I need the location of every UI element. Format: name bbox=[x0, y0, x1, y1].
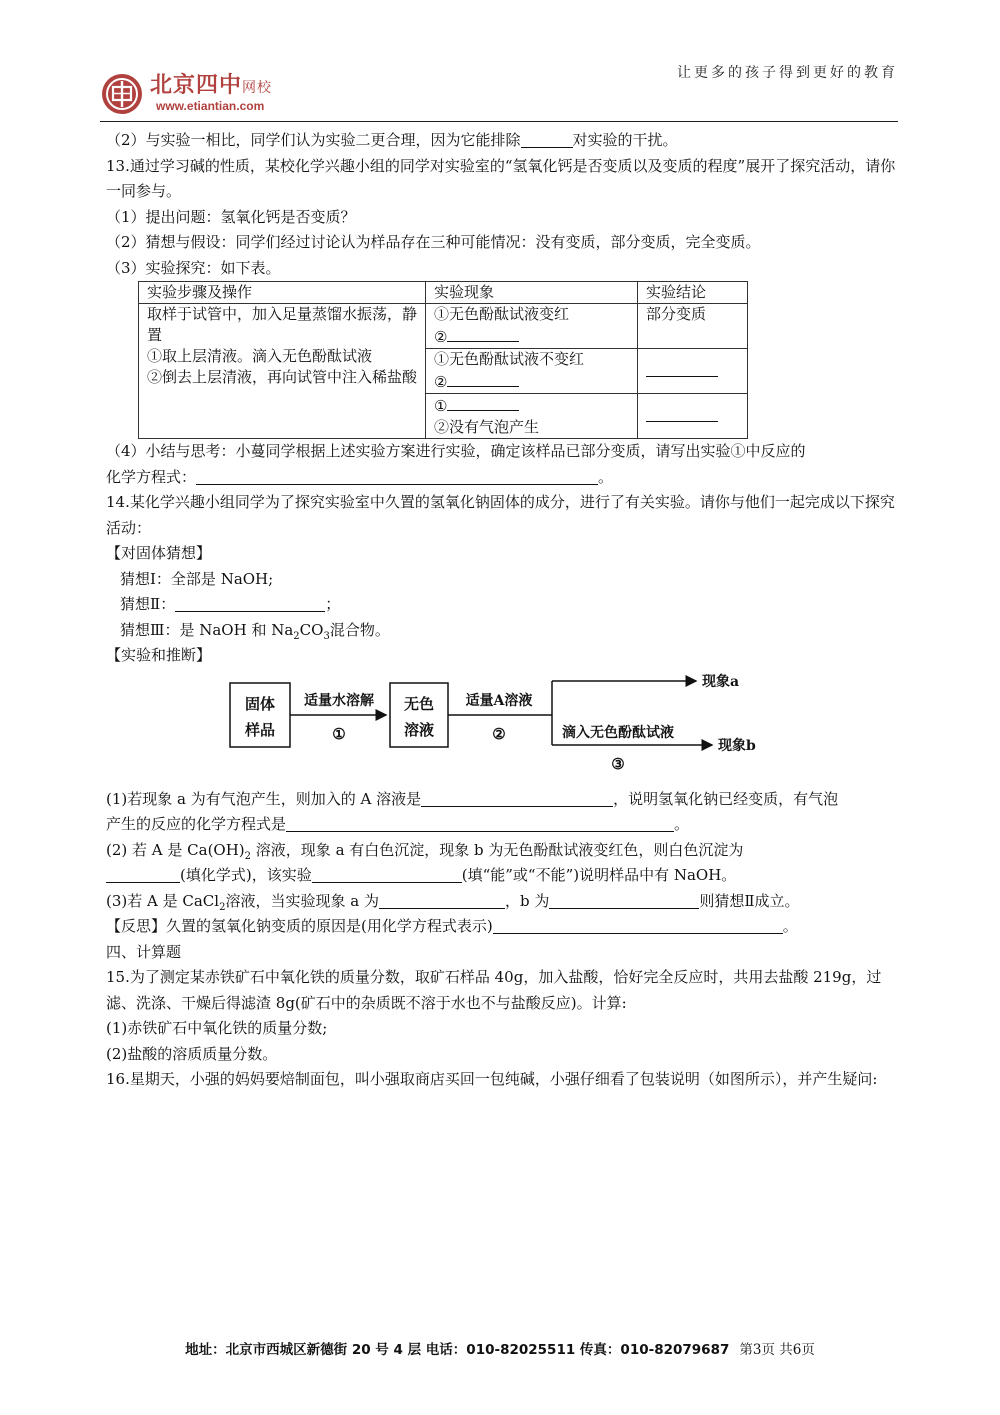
answer-blank[interactable] bbox=[106, 866, 180, 883]
q14-reflection: 【反思】久置的氢氧化钠变质的原因是(用化学方程式表示) 。 bbox=[106, 917, 798, 935]
q12-part2: （2）与实验一相比，同学们认为实验二更合理，因为它能排除 对实验的干扰。 bbox=[106, 131, 678, 149]
table-header: 实验现象 bbox=[426, 282, 638, 304]
table-header: 实验步骤及操作 bbox=[139, 282, 426, 304]
box-solid-sample-label: 固体 bbox=[244, 694, 276, 713]
header-divider bbox=[100, 121, 898, 122]
answer-blank[interactable] bbox=[447, 325, 519, 342]
q13-part4: （4）小结与思考：小蔓同学根据上述实验方案进行实验，确定该样品已部分变质，请写出实验①中反应的 bbox=[106, 442, 806, 460]
page-footer bbox=[0, 1338, 1000, 1358]
answer-blank[interactable] bbox=[196, 468, 598, 485]
page-number: 第3页 共6页 bbox=[739, 1342, 815, 1358]
guess-2: 猜想Ⅱ： ； bbox=[120, 595, 341, 613]
q14-stem: 14.某化学兴趣小组同学为了探究实验室中久置的氢氧化钠固体的成分，进行了有关实验。请你与他们一起完成以下探究活动： bbox=[106, 493, 895, 537]
table-cell-phenomenon: ①无色酚酞试液不变红 ② bbox=[426, 349, 638, 394]
guess-heading: 【对固体猜想】 bbox=[106, 544, 212, 562]
q14-part2: (2) 若 A 是 $Ca(OH)_2$ 溶液，现象 a 有白色沉淀，现象 b 为无色酚酞试液变红色，则白色沉淀为 bbox=[106, 840, 744, 862]
section-heading: 四、计算题 bbox=[106, 942, 182, 961]
answer-blank[interactable] bbox=[447, 370, 519, 387]
table-cell-conclusion[interactable] bbox=[638, 349, 748, 394]
footer-address: 地址：北京市西城区新德街 20 号 4 层 电话：010-82025511 传真：010-82079687 bbox=[185, 1342, 730, 1358]
answer-blank[interactable] bbox=[175, 595, 325, 612]
answer-blank[interactable] bbox=[521, 131, 573, 148]
box-colorless-solution-label: 无色 bbox=[403, 694, 435, 713]
answer-blank[interactable] bbox=[286, 815, 674, 832]
answer-blank[interactable] bbox=[646, 360, 718, 377]
arrow-3-number: ③ bbox=[611, 754, 625, 773]
flow-diagram-svg bbox=[226, 673, 786, 785]
guess-3: 猜想Ⅲ：是 NaOH 和 $Na_2CO_3$混合物。 bbox=[120, 620, 390, 642]
table-cell-conclusion[interactable] bbox=[638, 394, 748, 439]
arrow-2-label: 适量A溶液 bbox=[465, 692, 533, 709]
answer-blank[interactable] bbox=[646, 405, 718, 422]
school-logo-icon bbox=[100, 72, 144, 116]
experiment-table bbox=[138, 281, 748, 439]
answer-blank[interactable] bbox=[421, 790, 613, 807]
brand-name: 北京四中网校 bbox=[150, 72, 273, 98]
answer-blank[interactable] bbox=[312, 866, 462, 883]
experiment-heading: 【实验和推断】 bbox=[106, 646, 212, 664]
q14-part1: (1)若现象 a 为有气泡产生，则加入的 A 溶液是 ，说明氢氧化钠已经变质，有气泡 bbox=[106, 789, 839, 808]
q15-stem: 15.为了测定某赤铁矿石中氧化铁的质量分数，取矿石样品 40g，加入盐酸，恰好完全反应时，共用去盐酸 219g，过滤、洗涤、干燥后得滤渣 8g(矿石中的杂质既不溶于水也不与盐酸反应)。计算: bbox=[106, 968, 882, 1012]
answer-blank[interactable] bbox=[493, 917, 783, 934]
phenomenon-a: 现象a bbox=[702, 673, 740, 690]
table-cell-phenomenon: ①无色酚酞试液变红 ② bbox=[426, 304, 638, 349]
arrow-2-number: ② bbox=[492, 724, 506, 743]
q13-stem: 13.通过学习碱的性质，某校化学兴趣小组的同学对实验室的“氢氧化钙是否变质以及变质的程度”展开了探究活动，请你一同参与。 bbox=[106, 156, 896, 200]
table-header: 实验结论 bbox=[638, 282, 748, 304]
arrow-3-label: 滴入无色酚酞试液 bbox=[562, 724, 674, 741]
q13-part3: （3）实验探究：如下表。 bbox=[106, 258, 281, 277]
q13-part2: （2）猜想与假设：同学们经过讨论认为样品存在三种可能情况：没有变质，部分变质，完全变质。 bbox=[106, 233, 761, 251]
q15-part2: (2)盐酸的溶质质量分数。 bbox=[106, 1044, 278, 1063]
answer-blank[interactable] bbox=[379, 892, 505, 909]
q16-stem: 16.星期天，小强的妈妈要焙制面包，叫小强取商店买回一包纯碱，小强仔细看了包装说明（如图所示），并产生疑问: bbox=[106, 1070, 878, 1088]
box-colorless-solution-label: 溶液 bbox=[403, 720, 435, 739]
brand-url: www.etiantian.com bbox=[156, 99, 265, 113]
q15-part1: (1)赤铁矿石中氧化铁的质量分数; bbox=[106, 1019, 328, 1037]
phenomenon-b: 现象b bbox=[718, 737, 756, 754]
flow-diagram bbox=[106, 673, 896, 785]
table-cell-phenomenon: ① ②没有气泡产生 bbox=[426, 394, 638, 439]
q14-part2-cont: (填化学式)，该实验 (填“能”或“不能”)说明样品中有 NaOH。 bbox=[106, 863, 896, 889]
guess-1: 猜想Ⅰ：全部是 NaOH; bbox=[120, 569, 274, 588]
table-cell-steps: 取样于试管中，加入足量蒸馏水振荡，静置 ①取上层清液。滴入无色酚酞试液 ②倒去上层清液，再向试管中注入稀盐酸 bbox=[139, 304, 426, 439]
q13-equation-line: 化学方程式： 。 bbox=[106, 467, 614, 486]
q14-part1-cont: 产生的反应的化学方程式是 。 bbox=[106, 815, 690, 833]
box-solid-sample-label: 样品 bbox=[244, 720, 276, 739]
arrow-1-label: 适量水溶解 bbox=[304, 692, 374, 709]
slogan: 让更多的孩子得到更好的教育 bbox=[677, 65, 898, 81]
answer-blank[interactable] bbox=[447, 394, 519, 411]
page-header bbox=[100, 58, 900, 122]
q14-part3: (3)若 A 是 CaCl$_2$溶液，当实验现象 a 为 ，b 为 则猜想Ⅱ成立。 bbox=[106, 891, 800, 913]
answer-blank[interactable] bbox=[549, 892, 699, 909]
q13-part1: （1）提出问题：氢氧化钙是否变质？ bbox=[106, 207, 356, 226]
document-body bbox=[106, 128, 896, 1093]
arrow-1-number: ① bbox=[332, 724, 346, 743]
table-cell-conclusion: 部分变质 bbox=[638, 304, 748, 349]
